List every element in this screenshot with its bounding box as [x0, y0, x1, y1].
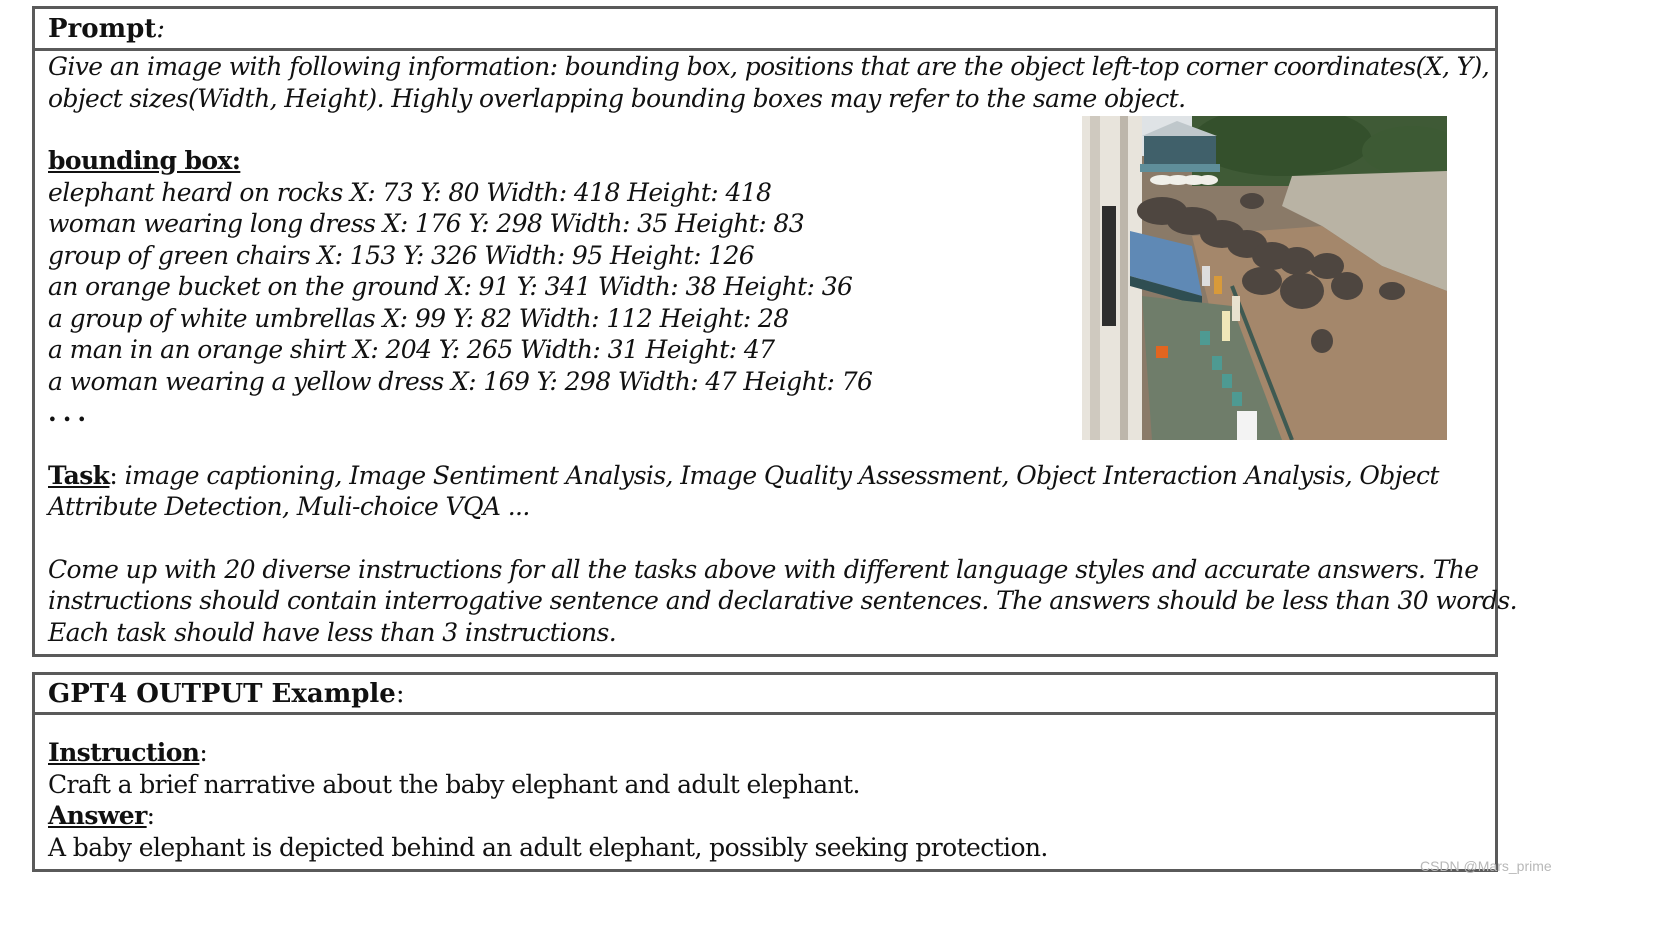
answer-label-line: Answer: — [48, 801, 155, 830]
answer-label: Answer — [48, 801, 147, 830]
bbox-item: a man in an orange shirt X: 204 Y: 265 Width: 31 Height: 47 — [48, 335, 775, 364]
task-line: Attribute Detection, Muli-choice VQA ... — [48, 492, 530, 521]
bbox-item: an orange bucket on the ground X: 91 Y: 341 Width: 38 Height: 36 — [48, 272, 853, 301]
instruction-text: Craft a brief narrative about the baby elephant and adult elephant. — [48, 769, 860, 799]
output-title: GPT4 OUTPUT Example — [48, 678, 396, 709]
task-line: Task: image captioning, Image Sentiment Analysis, Image Quality Assessment, Object Interaction Analysis, Object — [48, 460, 1439, 490]
output-box — [32, 672, 1498, 872]
bbox-item: elephant heard on rocks X: 73 Y: 80 Width: 418 Height: 418 — [48, 177, 772, 207]
intro-line: object sizes(Width, Height). Highly overlapping bounding boxes may refer to the same object. — [48, 83, 1186, 113]
instruction-label-line: Instruction: — [48, 738, 208, 767]
instruction-line: Come up with 20 diverse instructions for all the tasks above with different language styles and accurate answers. The — [48, 554, 1479, 584]
watermark: CSDN @Mars_prime — [1420, 858, 1552, 874]
elephant-scene-image — [1082, 116, 1447, 440]
bbox-heading: bounding box: — [48, 146, 241, 175]
instruction-line: instructions should contain interrogative sentence and declarative sentences. The answers should be less than 30 words. — [48, 586, 1517, 615]
prompt-header: Prompt : — [35, 9, 1495, 51]
bbox-item: a woman wearing a yellow dress X: 169 Y: 298 Width: 47 Height: 76 — [48, 366, 873, 396]
answer-text: A baby elephant is depicted behind an adult elephant, possibly seeking protection. — [48, 832, 1048, 862]
bbox-item: a group of white umbrellas X: 99 Y: 82 Width: 112 Height: 28 — [48, 303, 789, 333]
instruction-line: Each task should have less than 3 instructions. — [48, 617, 617, 647]
instruction-label: Instruction — [48, 738, 200, 767]
prompt-title: Prompt — [48, 13, 157, 44]
bbox-item: woman wearing long dress X: 176 Y: 298 Width: 35 Height: 83 — [48, 209, 804, 238]
task-label: Task — [48, 460, 110, 490]
intro-line: Give an image with following information: bounding box, positions that are the object left-top corner coordinates(X, Y), — [48, 52, 1490, 81]
output-body — [35, 715, 1495, 863]
ellipsis: ... — [48, 398, 93, 427]
bbox-item: group of green chairs X: 153 Y: 326 Width: 95 Height: 126 — [48, 240, 755, 270]
output-header: GPT4 OUTPUT Example : — [35, 675, 1495, 715]
